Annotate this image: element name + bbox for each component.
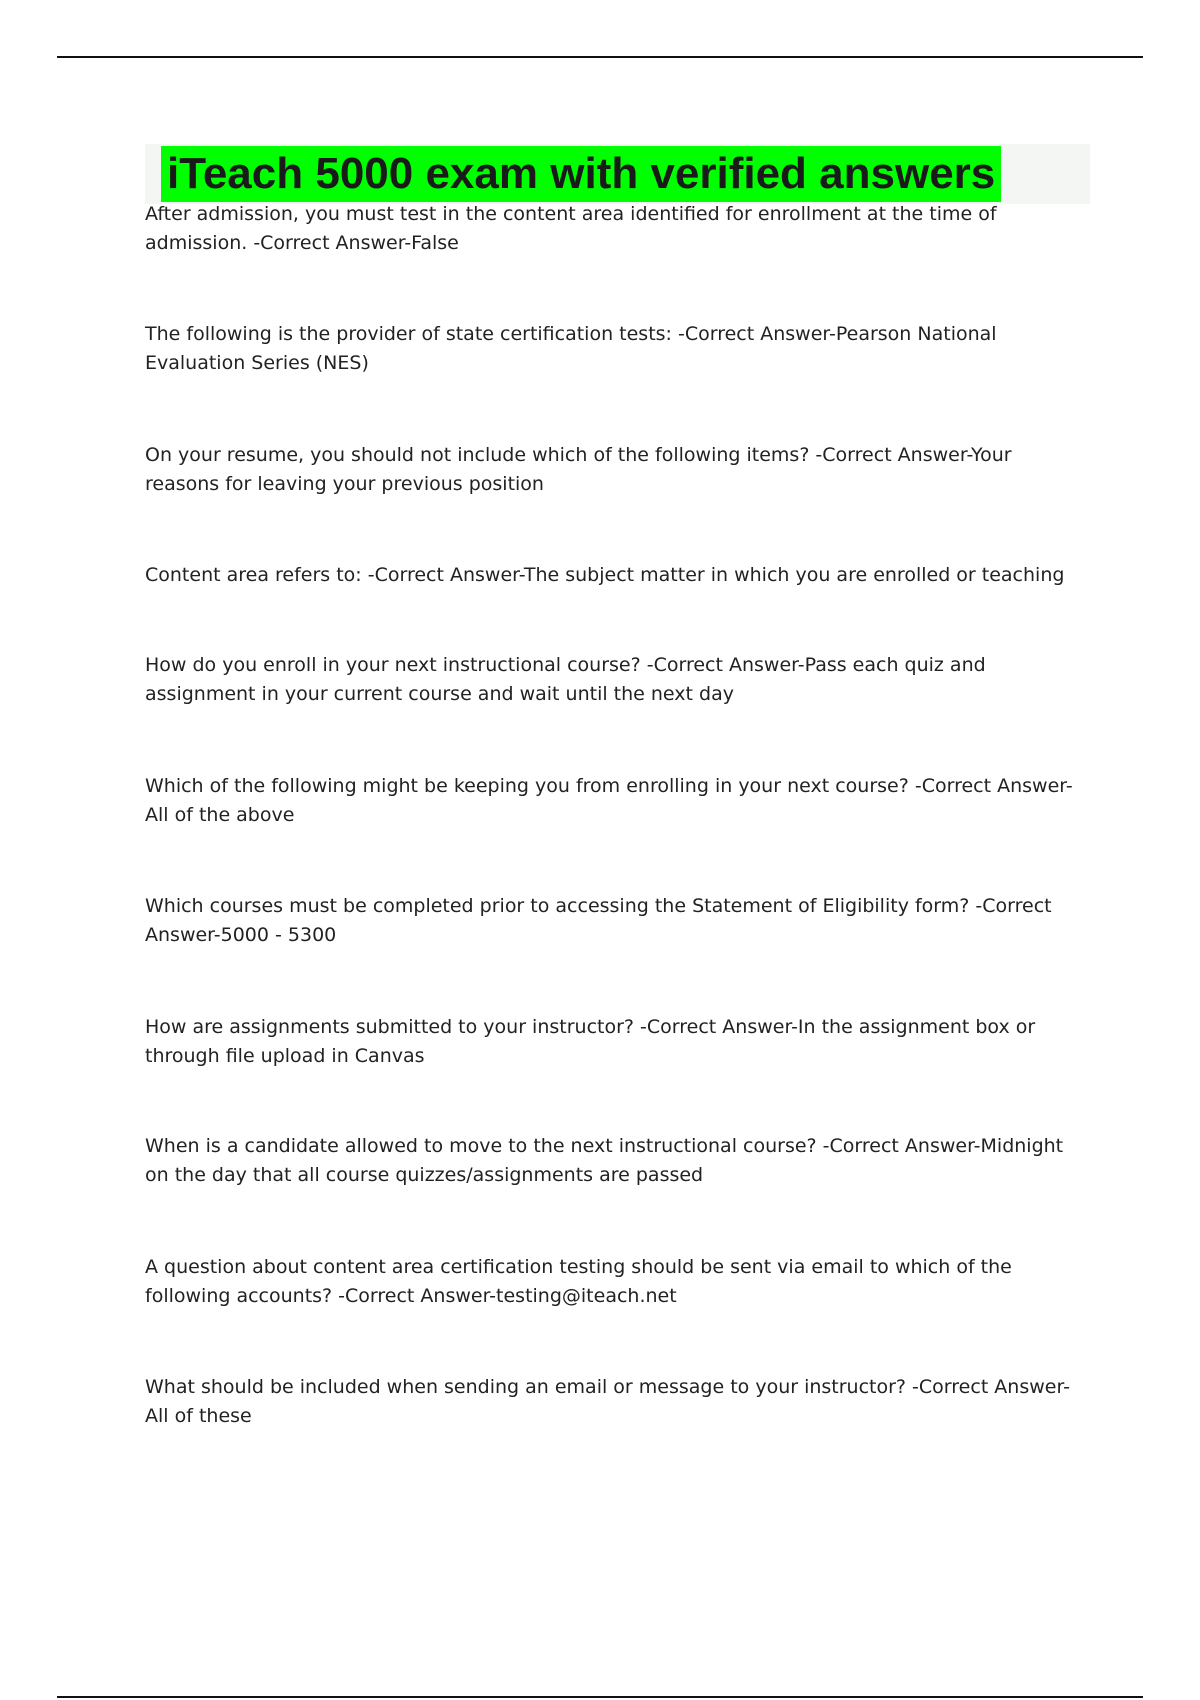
qa-item-6: Which of the following might be keeping you from enrolling in your next course? -Correct Answer-All of the above <box>145 775 1073 826</box>
qa-item-9: When is a candidate allowed to move to the next instructional course? -Correct Answer-Midnight on the day that all course quizzes/assignments are passed <box>145 1135 1064 1186</box>
title-band <box>145 144 1090 204</box>
qa-item-1: After admission, you must test in the content area identified for enrollment at the time of admission. -Correct Answer-False <box>145 203 997 254</box>
qa-item-11: What should be included when sending an email or message to your instructor? -Correct Answer-All of these <box>145 1376 1070 1427</box>
qa-item-3: On your resume, you should not include which of the following items? -Correct Answer-Your reasons for leaving your previous position <box>145 444 1012 495</box>
qa-item-7: Which courses must be completed prior to accessing the Statement of Eligibility form? -Correct Answer-5000 - 5300 <box>145 895 1052 946</box>
qa-item-4: Content area refers to: -Correct Answer-The subject matter in which you are enrolled or teaching <box>145 564 1065 586</box>
qa-item-5: How do you enroll in your next instructional course? -Correct Answer-Pass each quiz and assignment in your current course and wait until the next day <box>145 654 986 705</box>
qa-item-2: The following is the provider of state certification tests: -Correct Answer-Pearson National Evaluation Series (NES) <box>145 323 997 374</box>
document-title: iTeach 5000 exam with verified answers <box>161 146 1001 202</box>
qa-item-8: How are assignments submitted to your instructor? -Correct Answer-In the assignment box or through file upload in Canvas <box>145 1016 1036 1067</box>
footer-rule <box>57 1696 1143 1698</box>
qa-item-10: A question about content area certification testing should be sent via email to which of the following accounts? -Correct Answer-testing@iteach.net <box>145 1256 1012 1307</box>
header-rule <box>57 56 1143 58</box>
